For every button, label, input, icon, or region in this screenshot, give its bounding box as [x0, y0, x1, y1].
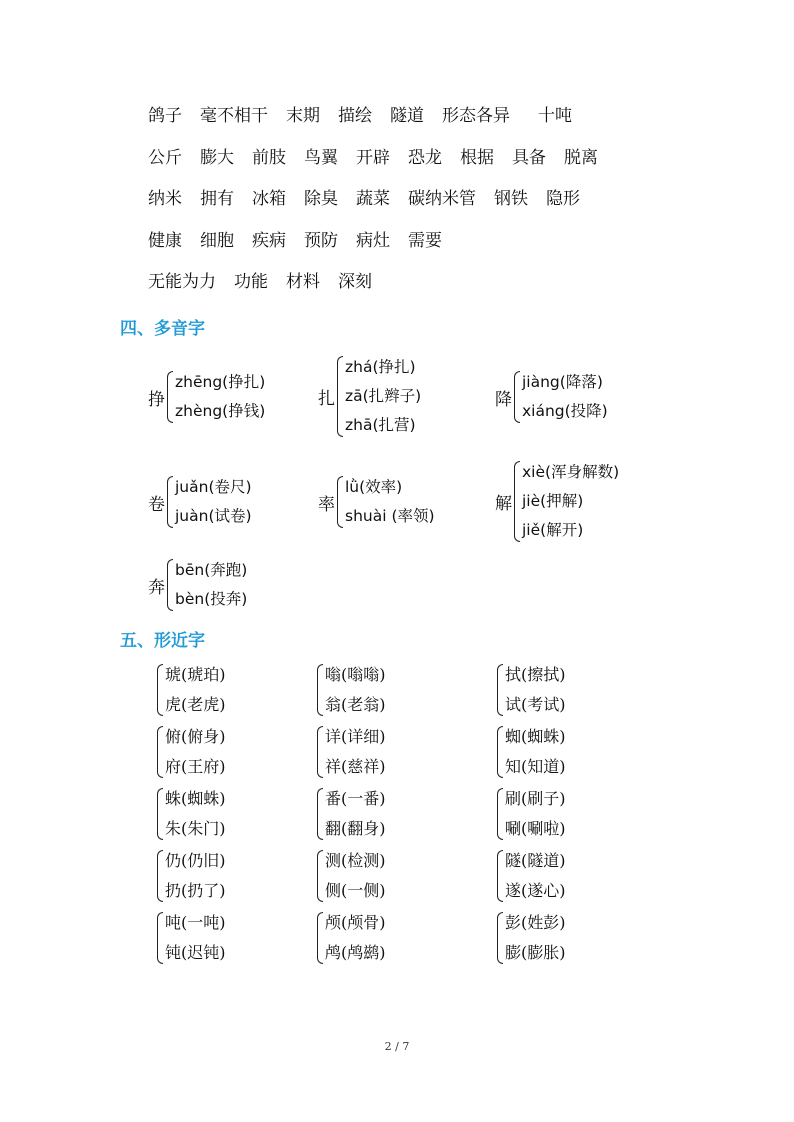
similar-char: 隧(隧道) [505, 851, 566, 870]
similar-char-group [497, 784, 566, 844]
word: 无能为力 [148, 272, 216, 292]
word: 隧道 [390, 106, 424, 126]
word: 拥有 [200, 189, 234, 209]
brace [514, 461, 520, 542]
brace [337, 476, 343, 528]
similar-char: 彭(姓彭) [505, 913, 566, 932]
similar-char: 蜘(蜘蛛) [505, 727, 566, 746]
brace [317, 664, 323, 716]
reading: bèn(投奔) [175, 590, 248, 608]
reading: zhá(挣扎) [345, 358, 416, 376]
word-row [148, 225, 616, 267]
brace [337, 356, 343, 437]
polyphonic-char: 扎 [318, 389, 335, 409]
similar-char: 琥(琥珀) [165, 665, 226, 684]
word: 钢铁 [494, 189, 528, 209]
brace [497, 788, 503, 840]
brace [497, 850, 503, 902]
similar-char: 番(一番) [325, 789, 386, 808]
similar-char: 吨(一吨) [165, 913, 226, 932]
polyphonic-group [148, 368, 265, 426]
similar-char: 遂(遂心) [505, 881, 566, 900]
brace [167, 371, 173, 423]
similar-char-group [497, 908, 566, 968]
reading: bēn(奔跑) [175, 561, 248, 579]
brace [157, 850, 163, 902]
similar-char-group [497, 722, 566, 782]
similar-char: 膨(膨胀) [505, 943, 566, 962]
similar-char: 知(知道) [505, 757, 566, 776]
similar-char-group [157, 722, 226, 782]
word: 末期 [286, 106, 320, 126]
polyphonic-char: 卷 [148, 494, 165, 515]
reading: juàn(试卷) [175, 507, 252, 525]
brace [157, 788, 163, 840]
similar-char: 仍(仍旧) [165, 851, 226, 870]
similar-char: 蛛(蜘蛛) [165, 789, 226, 808]
polyphonic-char: 率 [318, 494, 335, 515]
word: 隐形 [546, 189, 580, 209]
section-heading-polyphonic: 四、多音字 [120, 319, 205, 339]
word: 前肢 [252, 147, 286, 168]
similar-char: 详(详细) [325, 727, 386, 746]
word-row [148, 183, 616, 225]
similar-char: 朱(朱门) [165, 819, 226, 838]
polyphonic-char: 降 [495, 389, 512, 410]
reading: zhā(扎营) [345, 416, 416, 434]
similar-char: 拭(擦拭) [505, 665, 566, 684]
brace [317, 726, 323, 778]
similar-char: 嗡(嗡嗡) [325, 665, 386, 684]
reading: lǜ(效率) [345, 478, 403, 496]
polyphonic-group [148, 556, 247, 614]
similar-char: 鸬(鸬鹚) [325, 943, 386, 962]
word: 形态各异 [442, 106, 510, 126]
similar-char: 钝(迟钝) [165, 943, 226, 962]
reading: zhèng(挣钱) [175, 402, 266, 420]
similar-char-group [317, 722, 386, 782]
similar-char-group [157, 784, 226, 844]
brace [317, 788, 323, 840]
polyphonic-group [318, 353, 421, 440]
brace [167, 559, 173, 611]
polyphonic-char: 解 [495, 494, 512, 514]
brace [317, 912, 323, 964]
word: 根据 [460, 147, 494, 168]
similar-char: 翻(翻身) [325, 819, 386, 838]
word: 蔬菜 [356, 189, 390, 209]
word: 预防 [304, 230, 338, 251]
word-row [148, 100, 616, 142]
word: 具备 [512, 147, 546, 168]
similar-char: 试(考试) [505, 695, 566, 714]
similar-char: 虎(老虎) [165, 695, 226, 714]
similar-char-group [317, 660, 386, 720]
word-row [148, 142, 616, 184]
section-heading-similar-chars: 五、形近字 [120, 631, 205, 651]
word: 冰箱 [252, 189, 286, 209]
word: 鸽子 [148, 106, 182, 126]
similar-char-group [157, 846, 226, 906]
brace [317, 850, 323, 902]
word: 描绘 [338, 106, 372, 126]
similar-char: 扔(扔了) [165, 881, 226, 900]
similar-char: 府(王府) [165, 757, 226, 776]
word: 十吨 [538, 106, 572, 126]
reading: jiè(押解) [522, 492, 584, 510]
polyphonic-group [495, 368, 608, 426]
word: 毫不相干 [200, 106, 268, 126]
brace [497, 726, 503, 778]
polyphonic-char: 挣 [148, 389, 165, 410]
similar-char: 翁(老翁) [325, 695, 386, 714]
reading: jiàng(降落) [522, 373, 603, 391]
word: 深刻 [338, 272, 372, 292]
word: 疾病 [252, 230, 286, 251]
word: 需要 [408, 230, 442, 251]
brace [167, 476, 173, 528]
word: 开辟 [356, 147, 390, 168]
brace [497, 912, 503, 964]
similar-char: 测(检测) [325, 851, 386, 870]
vocabulary-list [148, 100, 616, 308]
word: 除臭 [304, 189, 338, 209]
reading: juǎn(卷尺) [175, 478, 252, 496]
reading: zā(扎辫子) [345, 387, 422, 405]
polyphonic-char: 奔 [148, 577, 165, 598]
word: 纳米 [148, 189, 182, 209]
similar-char: 祥(慈祥) [325, 757, 386, 776]
brace [514, 371, 520, 423]
brace [497, 664, 503, 716]
similar-char-group [157, 660, 226, 720]
word: 健康 [148, 230, 182, 251]
polyphonic-group [495, 458, 619, 545]
similar-char-group [317, 908, 386, 968]
word: 恐龙 [408, 147, 442, 168]
reading: shuài (率领) [345, 507, 435, 525]
similar-char-group [317, 846, 386, 906]
brace [157, 912, 163, 964]
word: 病灶 [356, 230, 390, 251]
word: 功能 [234, 272, 268, 292]
similar-char: 颅(颅骨) [325, 913, 386, 932]
similar-char-group [317, 784, 386, 844]
reading: zhēng(挣扎) [175, 373, 266, 391]
similar-char-group [497, 660, 566, 720]
word: 细胞 [200, 230, 234, 251]
reading: xiáng(投降) [522, 402, 608, 420]
reading: jiě(解开) [522, 521, 584, 539]
word: 脱离 [564, 147, 598, 168]
word: 膨大 [200, 147, 234, 168]
word: 材料 [286, 272, 320, 292]
polyphonic-group [148, 473, 252, 531]
similar-char: 侧(一侧) [325, 881, 386, 900]
word: 碳纳米管 [408, 189, 476, 209]
reading: xiè(浑身解数) [522, 463, 620, 481]
word-row [148, 266, 616, 308]
polyphonic-group [318, 473, 435, 531]
word: 鸟翼 [304, 147, 338, 168]
similar-char: 唰(唰啦) [505, 819, 566, 838]
similar-char-group [157, 908, 226, 968]
word: 公斤 [148, 147, 182, 168]
similar-char-group [497, 846, 566, 906]
similar-char: 刷(刷子) [505, 789, 566, 808]
similar-char: 俯(俯身) [165, 727, 226, 746]
brace [157, 664, 163, 716]
brace [157, 726, 163, 778]
page-number: 2 / 7 [384, 1040, 410, 1053]
